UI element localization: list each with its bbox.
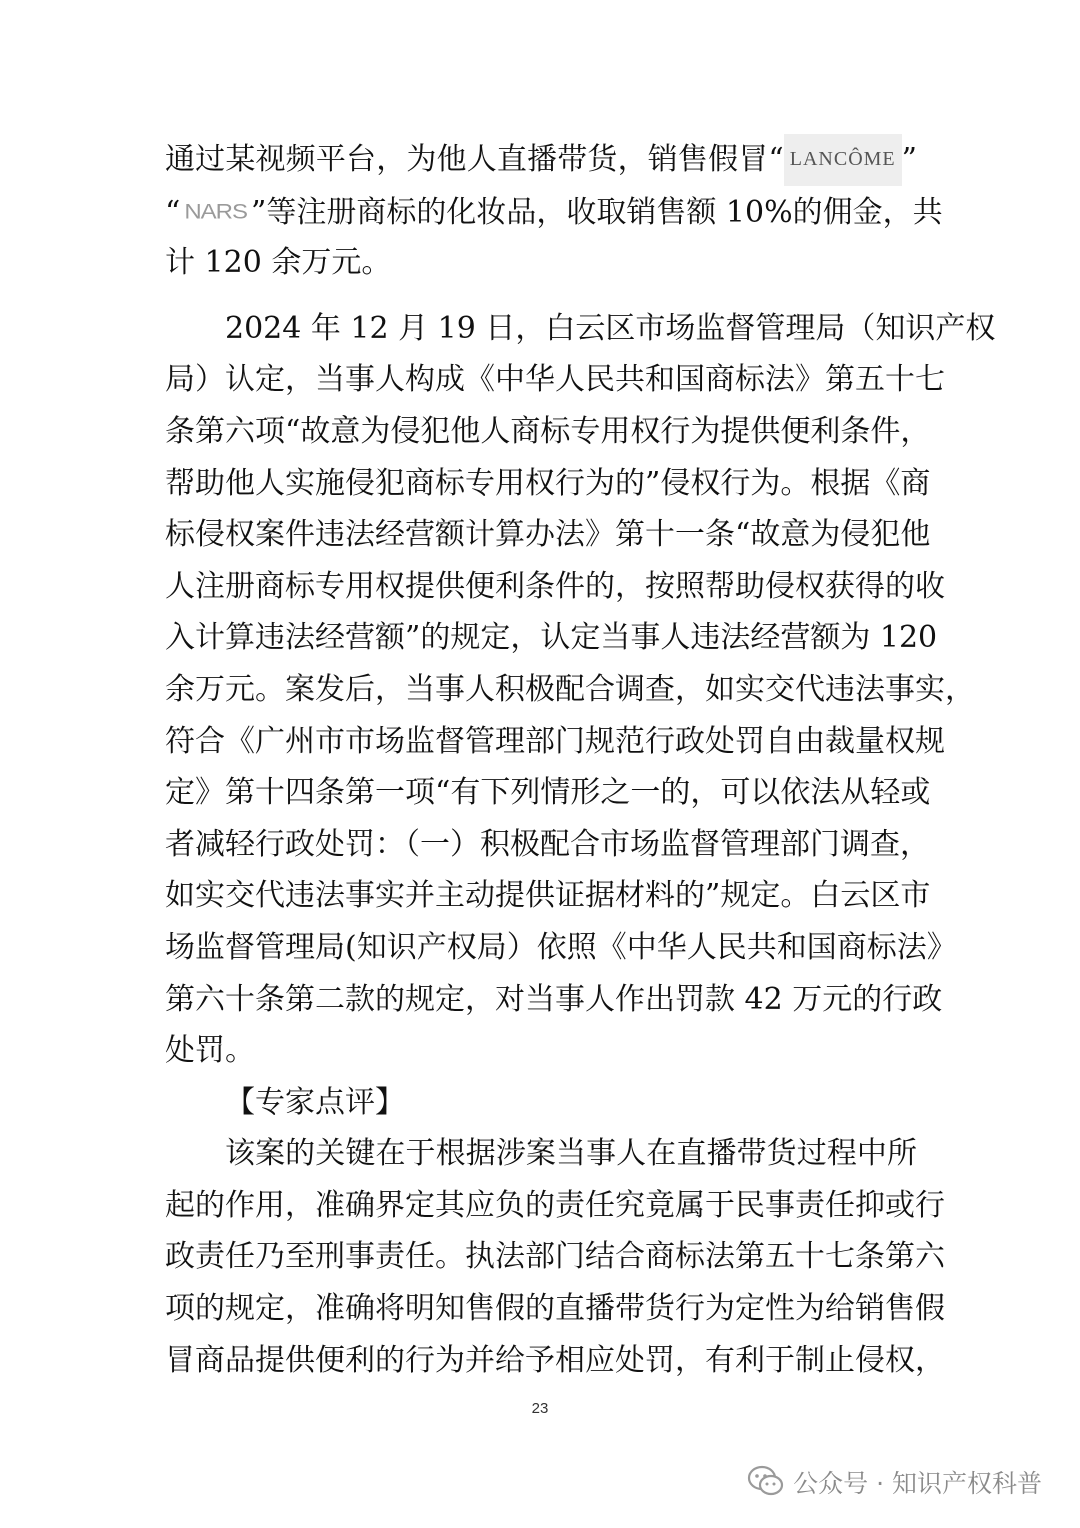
text-line: 帮助他人实施侵犯商标专用权行为的”侵权行为。根据《商 <box>165 465 931 501</box>
text-line: 场监督管理局(知识产权局）依照《中华人民共和国商标法》 <box>165 929 957 965</box>
text-line: 第六十条第二款的规定，对当事人作出罚款 42 万元的行政 <box>165 981 943 1017</box>
text-run: “ <box>165 194 181 230</box>
text-line: 项的规定，准确将明知售假的直播带货行为定性为给销售假 <box>165 1291 945 1327</box>
text-line: 条第六项“故意为侵犯他人商标专用权行为提供便利条件， <box>165 413 931 449</box>
text-line: 者减轻行政处罚：（一）积极配合市场监督管理部门调查， <box>165 826 930 862</box>
text-run: ” <box>901 142 917 177</box>
text-line: 符合《广州市市场监督管理部门规范行政处罚自由裁量权规 <box>165 723 945 759</box>
text-line: 冒商品提供便利的行为并给予相应处罚，有利于制止侵权， <box>165 1342 945 1378</box>
text-line: 标侵权案件违法经营额计算办法》第十一条“故意为侵犯他 <box>165 517 931 553</box>
text-line: 处罚。 <box>165 1033 255 1069</box>
text-run: 通过某视频平台，为他人直播带货，销售假冒“ <box>165 142 784 177</box>
watermark-text: 公众号 · 知识产权科普 <box>793 1469 1042 1498</box>
section-heading: 【专家点评】 <box>225 1084 405 1120</box>
text-line: 计 120 余万元。 <box>165 245 392 281</box>
text-line <box>165 134 917 186</box>
text-line: 入计算违法经营额”的规定，认定当事人违法经营额为 120 <box>165 620 938 656</box>
text-run: ”等注册商标的化妆品，收取销售额 10%的佣金，共 <box>251 194 943 230</box>
text-line: 定》第十四条第一项“有下列情形之一的，可以依法从轻或 <box>165 775 931 811</box>
nars-logo: NARS <box>184 198 248 224</box>
text-line: 2024 年 12 月 19 日，白云区市场监督管理局（知识产权 <box>225 310 996 346</box>
text-line: 起的作用，准确界定其应负的责任究竟属于民事责任抑或行 <box>165 1187 945 1223</box>
text-line: 局）认定，当事人构成《中华人民共和国商标法》第五十七 <box>165 362 945 398</box>
text-line: 余万元。案发后，当事人积极配合调查，如实交代违法事实， <box>165 671 975 707</box>
text-line: 政责任乃至刑事责任。执法部门结合商标法第五十七条第六 <box>165 1239 945 1275</box>
watermark <box>747 1462 1042 1502</box>
page-number: 23 <box>531 1400 549 1417</box>
text-line: 该案的关键在于根据涉案当事人在直播带货过程中所 <box>225 1136 917 1172</box>
wechat-icon <box>747 1465 785 1499</box>
text-line: 如实交代违法事实并主动提供证据材料的”规定。白云区市 <box>165 878 931 914</box>
text-line: 人注册商标专用权提供便利条件的，按照帮助侵权获得的收 <box>165 568 945 604</box>
lancome-logo: LANCÔME <box>784 134 902 186</box>
body-text <box>165 134 996 1386</box>
text-line <box>165 186 943 238</box>
